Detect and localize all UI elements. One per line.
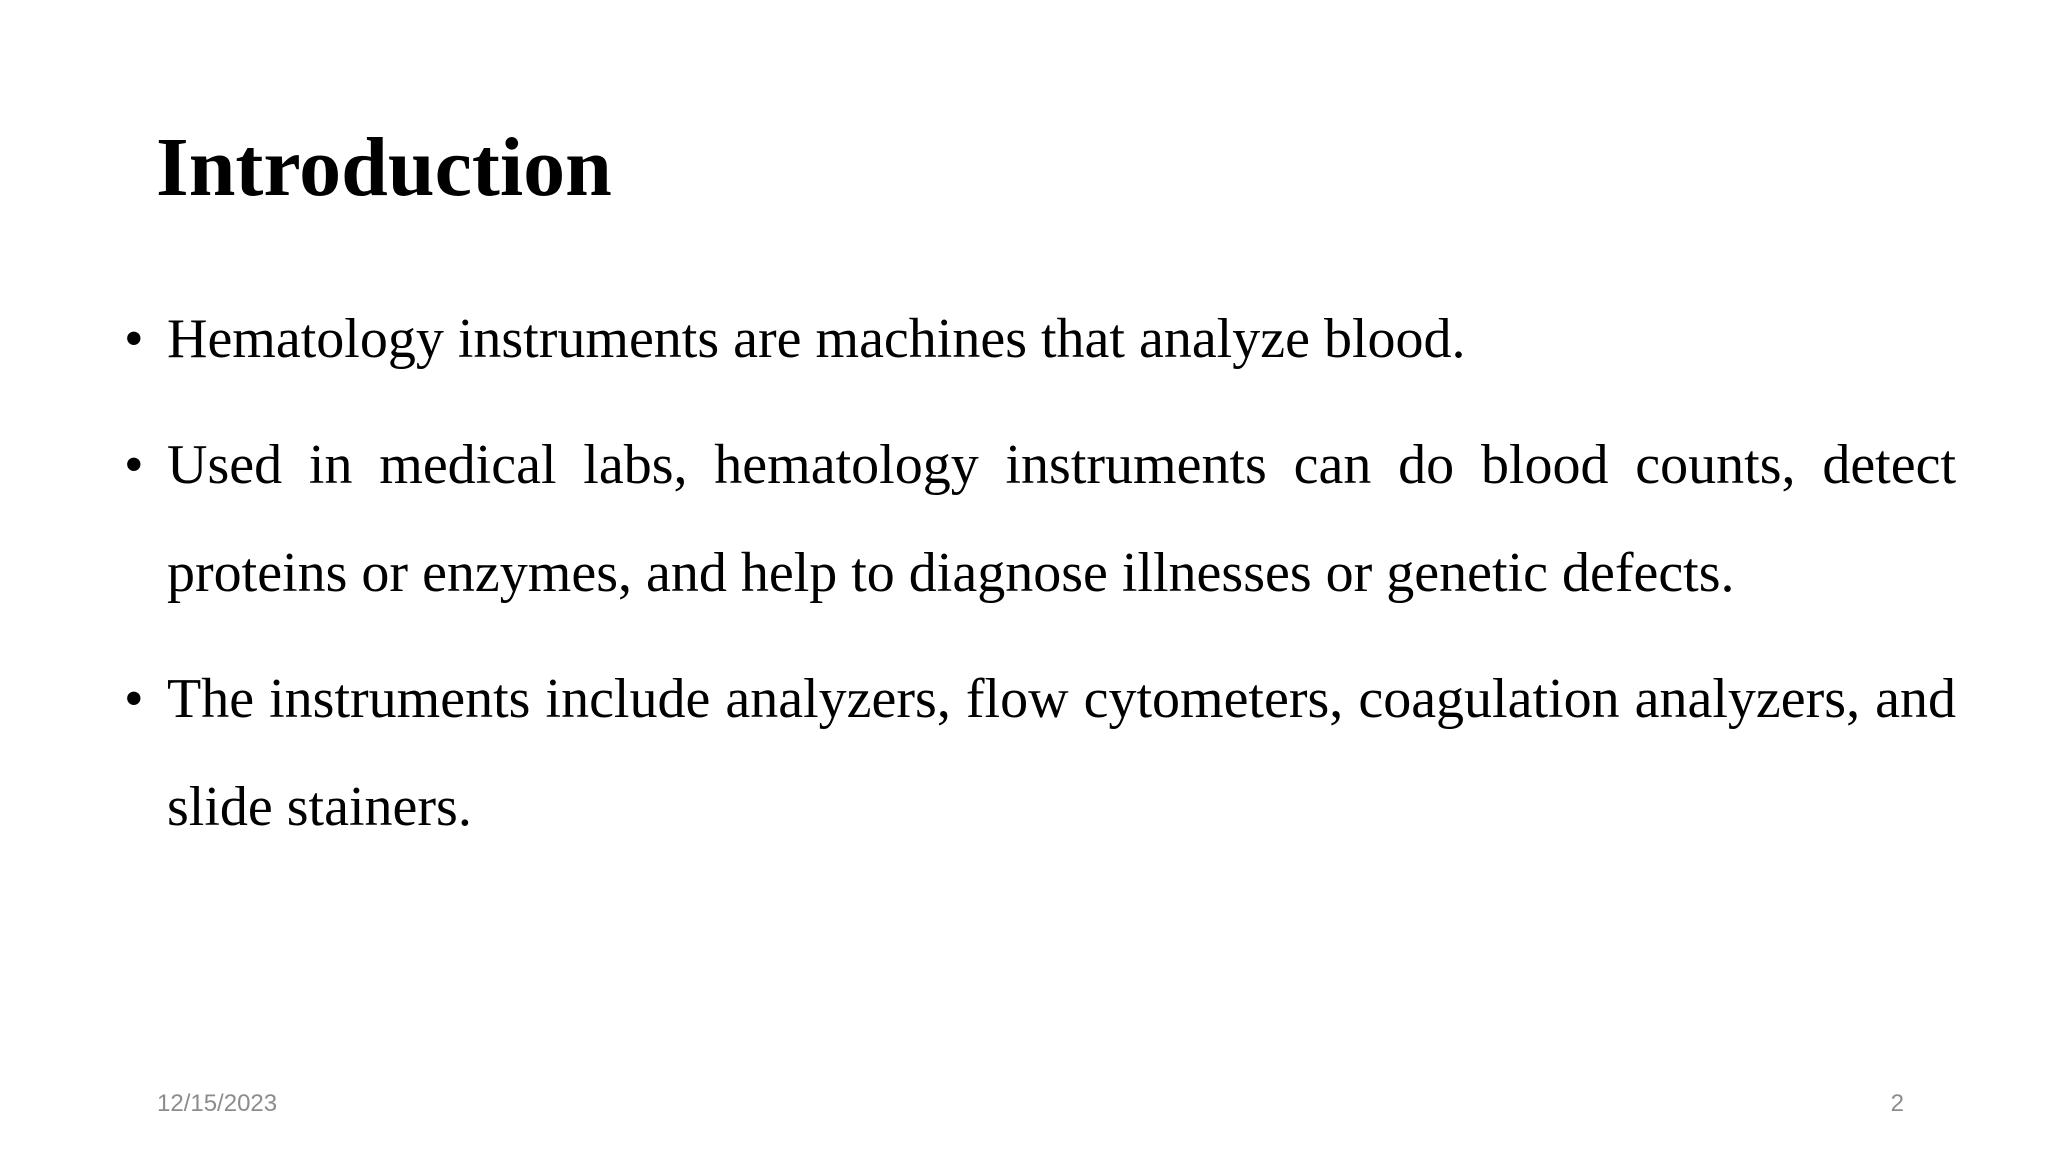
bullet-item [124,411,1956,627]
slide-title: Introduction [156,121,612,214]
bullet-list [124,285,1956,879]
bullet-marker: • [124,434,144,496]
bullet-text: Used in medical labs, hematology instruments can do blood counts, detect proteins or enzymes, and help to diagnose illnesses or genetic defects. [167,434,1956,604]
bullet-item [124,285,1956,393]
bullet-text: The instruments include analyzers, flow cytometers, coagulation analyzers, and slide stainers. [167,668,1956,838]
footer-date: 12/15/2023 [157,1090,278,1117]
bullet-text: Hematology instruments are machines that analyze blood. [167,308,1466,370]
footer-page-number: 2 [1890,1090,1904,1117]
bullet-marker: • [124,668,144,730]
bullet-marker: • [124,308,144,370]
bullet-item [124,645,1956,861]
